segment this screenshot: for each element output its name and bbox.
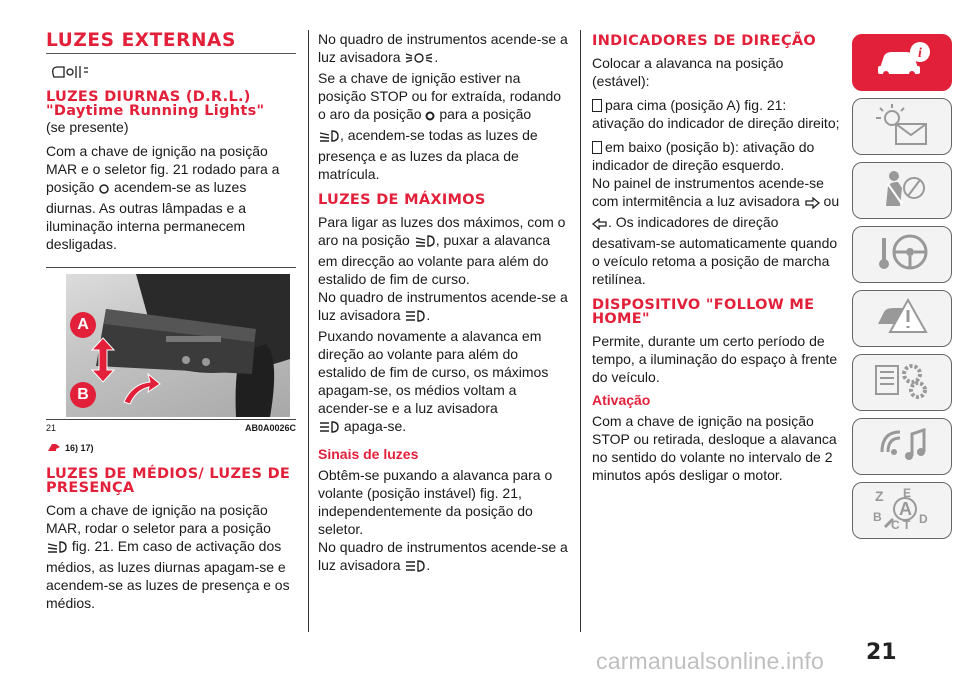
svg-text:A: A: [899, 499, 912, 519]
activation-paragraph: Com a chave de ignição na posição STOP ou retirada, desloque a alavanca no sentido do volante no intervalo de 2 minutos após desligar o motor.: [592, 413, 837, 483]
position-ring-icon: [98, 181, 110, 199]
multimedia-icon: [872, 422, 932, 471]
lights-symbol-icon: [46, 62, 296, 84]
index-letters-icon: [867, 483, 937, 538]
svg-text:T: T: [903, 518, 911, 532]
drl-paragraph: Com a chave de ignição na posição MAR e o seletor fig. 21 rodado para a posição acendem-se as luzes diurnas. As outras lâmpadas e a iluminação interna permanecem desligadas.: [46, 143, 280, 252]
indicators-bullet-2: em baixo (posição b): ativação do indicador de direção esquerdo.: [592, 139, 815, 173]
high-beam-icon: [318, 420, 340, 438]
badge-b: B: [70, 382, 96, 408]
figure-21: [46, 267, 296, 435]
tab-maintenance[interactable]: [852, 354, 952, 411]
emergency-triangle-icon: [872, 294, 932, 343]
column-3: [592, 30, 842, 484]
high-beam-paragraph-3: Puxando novamente a alavanca em direção ao volante para além do estalido de fim de curso, os máximos apagam-se, os médios voltam a acender-se e a luz avisadora apaga-se.: [318, 327, 568, 438]
indicators-bullet-1: para cima (posição A) fig. 21: ativação do indicador de direção direito;: [592, 97, 840, 131]
tab-starting-driving[interactable]: [852, 226, 952, 283]
off-ring-icon: [425, 108, 435, 126]
arrow-up-icon: [88, 334, 118, 391]
turn-left-icon: [592, 216, 608, 234]
watermark: carmanualsonline.info: [596, 648, 824, 674]
figure-caption: 21 AB0A0026C: [46, 419, 296, 435]
low-beam-icon: [46, 540, 68, 558]
chapter-sidebar: [852, 34, 952, 546]
column-divider: [308, 30, 309, 632]
svg-text:i: i: [918, 46, 922, 61]
tab-index[interactable]: [852, 482, 952, 539]
position-lights-paragraph: No quadro de instrumentos acende-se a luz avisadora .: [318, 30, 568, 69]
high-beam-heading: LUZES DE MÁXIMOS: [318, 192, 486, 208]
section-title: LUZES EXTERNAS: [46, 30, 296, 54]
arrow-curve-icon: [122, 370, 162, 411]
drl-heading: LUZES DIURNAS (D.R.L.) "Daytime Running Lights": [46, 89, 265, 119]
tab-emergency[interactable]: [852, 290, 952, 347]
position-lights-icon: [404, 51, 434, 69]
stop-paragraph: Se a chave de ignição estiver na posição STOP ou for extraída, rodando o aro da posição para a posição , acendem-se todas as luzes de presença e as luzes da placa de matrícula.: [318, 70, 562, 182]
low-beam-icon: [414, 234, 436, 252]
warning-hand-icon: [46, 441, 62, 455]
column-1: [46, 30, 296, 612]
activation-heading: Ativação: [592, 392, 651, 408]
flash-paragraph-1: Obtêm-se puxando a alavanca para o volante (posição instável) fig. 21, independentemente da posição do seletor.: [318, 467, 553, 537]
badge-a: A: [70, 312, 96, 338]
svg-text:Z: Z: [875, 488, 884, 504]
tab-multimedia[interactable]: [852, 418, 952, 475]
drl-subtitle: (se presente): [46, 119, 129, 135]
warning-lights-icon: [872, 102, 932, 151]
indicators-paragraph: No painel de instrumentos acende-se com intermitência a luz avisadora ou . Os indicadores de direção desativam-se automaticamente quando o veículo retoma a posição de marcha retilínea.: [592, 175, 840, 287]
bullet-box: [592, 141, 602, 154]
flash-heading: Sinais de luzes: [318, 446, 419, 462]
flash-paragraph-2: No quadro de instrumentos acende-se a luz avisadora .: [318, 538, 568, 577]
low-beam-heading: LUZES DE MÉDIOS/ LUZES DE PRESENÇA: [46, 466, 291, 496]
svg-text:D: D: [919, 512, 928, 526]
car-info-icon: [872, 40, 932, 85]
turn-right-icon: [804, 195, 820, 213]
key-steering-icon: [872, 230, 932, 279]
indicators-intro: Colocar a alavanca na posição (estável):: [592, 55, 784, 89]
tab-safety[interactable]: [852, 162, 952, 219]
seatbelt-airbag-icon: [872, 166, 932, 215]
follow-me-home-paragraph: Permite, durante um certo período de tempo, a iluminação do espaço à frente do veículo.: [592, 333, 838, 385]
low-beam-icon: [318, 129, 340, 147]
tab-warning-lights[interactable]: [852, 98, 952, 155]
low-beam-paragraph: Com a chave de ignição na posição MAR, rodar o seletor para a posição fig. 21. Em caso de activação dos médios, as luzes diurnas apagam-se e acendem-se as luzes de presença e os médios.: [46, 502, 290, 611]
notes-reference: 16) 17): [46, 441, 296, 455]
column-2: [318, 30, 568, 577]
maintenance-gears-icon: [872, 358, 932, 407]
svg-text:E: E: [903, 486, 912, 500]
indicators-heading: INDICADORES DE DIREÇÃO: [592, 33, 817, 49]
high-beam-icon: [404, 559, 426, 577]
page-number: 21: [866, 640, 897, 665]
svg-text:B: B: [873, 510, 882, 524]
high-beam-paragraph-1: Para ligar as luzes dos máximos, com o aro na posição , puxar a alavanca em direcção ao volante para além do estalido de fim de curso.: [318, 214, 566, 287]
tab-car-info[interactable]: [852, 34, 952, 91]
high-beam-icon: [404, 309, 426, 327]
light-stalk-photo: [66, 274, 290, 417]
column-divider: [580, 30, 581, 632]
svg-text:C: C: [891, 518, 900, 532]
bullet-box: [592, 99, 602, 112]
follow-me-home-heading: DISPOSITIVO "FOLLOW ME HOME": [592, 297, 815, 327]
high-beam-paragraph-2: No quadro de instrumentos acende-se a luz avisadora .: [318, 288, 568, 327]
